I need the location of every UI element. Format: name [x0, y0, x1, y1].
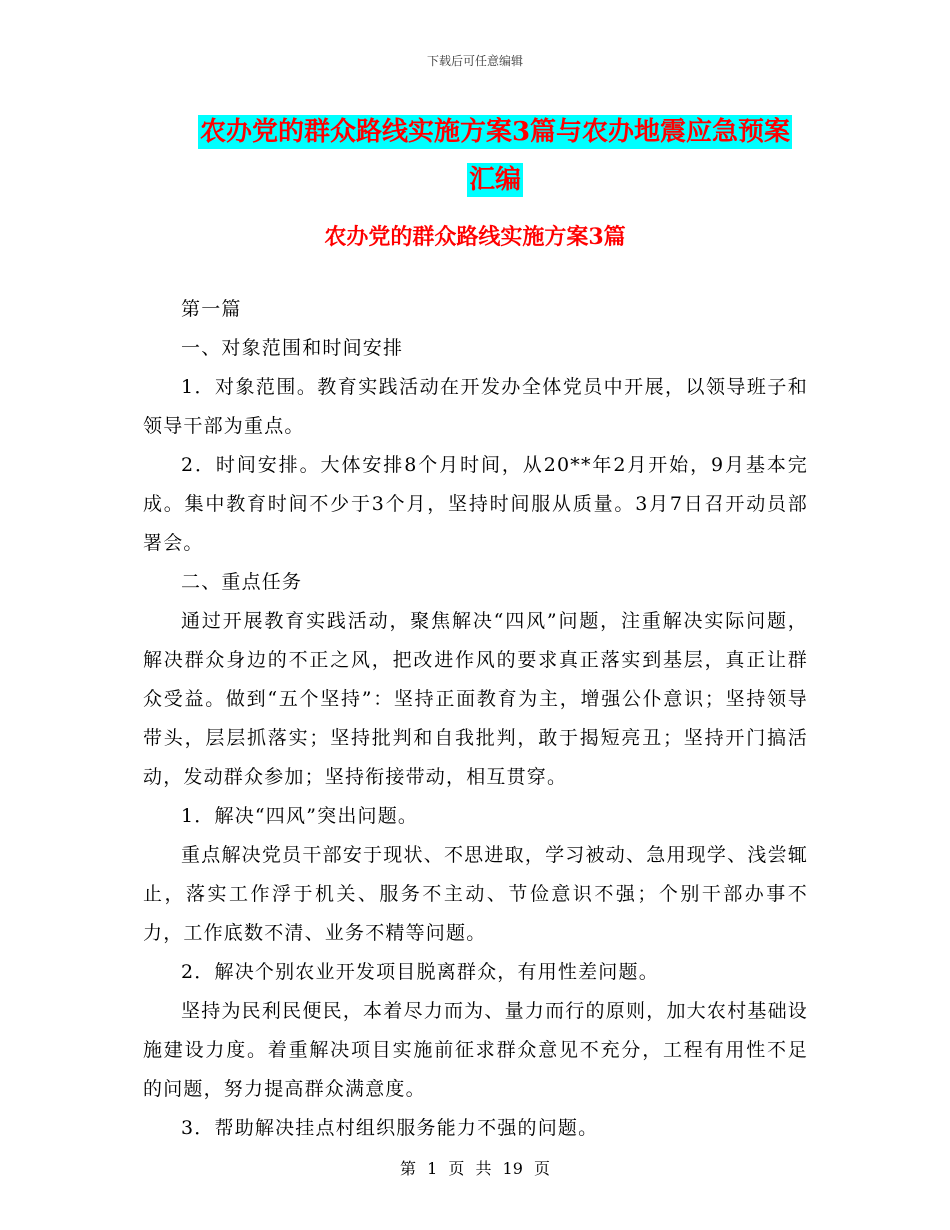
- paragraph: 3．帮助解决挂点村组织服务能力不强的问题。: [181, 1117, 599, 1139]
- paragraph: 坚持为民利民便民，本着尽力而为、量力而行的原则，加大农村基础设施建设力度。着重解决项目实施前征求群众意见不充分，工程有用性不足的问题，努力提高群众满意度。: [143, 1000, 808, 1100]
- document-title: [175, 108, 815, 204]
- page-number-footer: 第 1 页 共 19 页: [400, 1159, 550, 1178]
- paragraph: 第一篇: [181, 298, 242, 320]
- paragraph: 1．解决“四风”突出问题。: [181, 805, 419, 827]
- paragraph: 2．时间安排。大体安排8个月时间，从20**年2月开始，9月基本完成。集中教育时间不少于3个月，坚持时间服从质量。3月7日召开动员部署会。: [143, 454, 808, 554]
- paragraph: 通过开展教育实践活动，聚焦解决“四风”问题，注重解决实际问题，解决群众身边的不正之风，把改进作风的要求真正落实到基层，真正让群众受益。做到“五个坚持”：坚持正面教育为主，增强公仆意识；坚持领导带头，层层抓落实；坚持批判和自我批判，敢于揭短亮丑；坚持开门搞活动，发动群众参加；坚持衔接带动，相互贯穿。: [143, 610, 808, 788]
- document-title-line-1: 农办党的群众路线实施方案3篇与农办地震应急预案: [199, 117, 791, 147]
- document-body: [143, 290, 808, 1148]
- paragraph: 2．解决个别农业开发项目脱离群众，有用性差问题。: [181, 961, 659, 983]
- section-title: 农办党的群众路线实施方案3篇: [324, 224, 626, 250]
- header-note: 下载后可任意编辑: [426, 54, 523, 68]
- document-title-line-2: 汇编: [468, 165, 521, 195]
- paragraph: 一、对象范围和时间安排: [181, 337, 404, 359]
- paragraph: 二、重点任务: [181, 571, 303, 593]
- paragraph: 1．对象范围。教育实践活动在开发办全体党员中开展，以领导班子和领导干部为重点。: [143, 376, 808, 437]
- paragraph: 重点解决党员干部安于现状、不思进取，学习被动、急用现学、浅尝辄止，落实工作浮于机关、服务不主动、节俭意识不强；个别干部办事不力，工作底数不清、业务不精等问题。: [143, 844, 808, 944]
